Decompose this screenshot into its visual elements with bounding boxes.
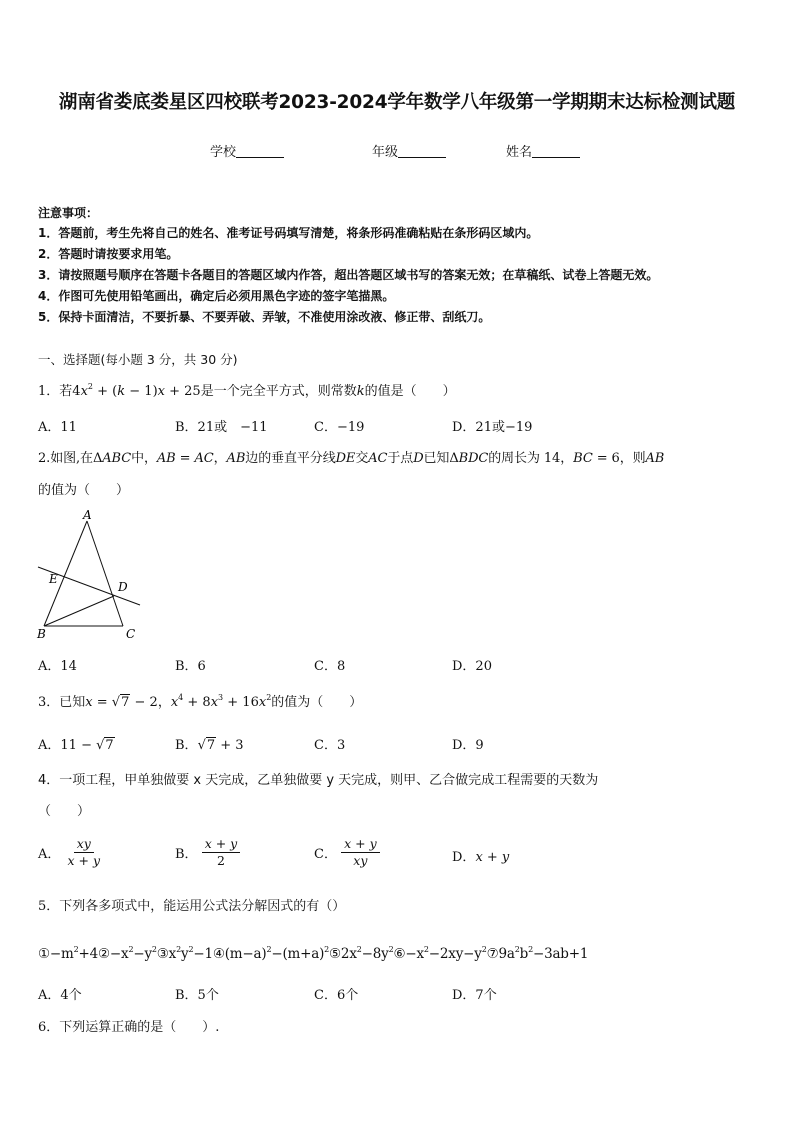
q2-option-d[interactable]: D．20 <box>452 659 492 674</box>
label-d: D <box>118 580 128 594</box>
q5-expression-list: $①-m^2+4②-x^2-y^2③x^2y^2-1④(m-a)^2-(m+a)^2⑤2x^2-8y^2⑥-x^2-2xy-y^2⑦9a^2b^2-3ab+1$ <box>38 945 589 962</box>
q1-expression: $4x^2 + (k - 1)x + 25$ <box>72 382 201 399</box>
q1-option-b[interactable]: B．21或 −11 <box>175 420 268 435</box>
question-1: 1．若$4x^2 + (k - 1)x + 25$是一个完全平方式，则常数k的值是（ ） <box>38 382 456 399</box>
q1-option-d[interactable]: D．21或−19 <box>452 420 533 435</box>
label-b: B <box>37 627 46 641</box>
school-blank[interactable] <box>236 144 284 158</box>
name-field[interactable] <box>506 141 580 160</box>
q3-option-d[interactable]: D．9 <box>452 738 484 753</box>
q3-option-a[interactable]: A．11 − √7 <box>38 738 114 753</box>
q2-option-a[interactable]: A．14 <box>38 659 77 674</box>
question-6: 6．下列运算正确的是（ ）. <box>38 1020 220 1035</box>
notice-item: 4．作图可先使用铅笔画出，确定后必须用黑色字迹的签字笔描黑。 <box>38 289 395 303</box>
q5-option-b[interactable]: B．5个 <box>175 988 219 1003</box>
q4-option-a[interactable]: A． $\frac{xy}{x + y}$ <box>38 836 101 868</box>
notice-item: 3．请按照题号顺序在答题卡各题目的答题区域内作答，超出答题区域书写的答案无效；在草稿纸、试卷上答题无效。 <box>38 268 659 282</box>
page-title: 湖南省娄底娄星区四校联考2023-2024学年数学八年级第一学期期末达标检测试题 <box>58 92 736 113</box>
notice-item: 1．答题前，考生先将自己的姓名、准考证号码填写清楚，将条形码准确粘贴在条形码区域内。 <box>38 226 539 240</box>
q2-option-b[interactable]: B．6 <box>175 659 206 674</box>
name-blank[interactable] <box>532 144 580 158</box>
school-field[interactable] <box>210 141 284 160</box>
notice-heading: 注意事项： <box>38 206 99 220</box>
q1-option-a[interactable]: A．11 <box>38 420 77 435</box>
notice-item: 5．保持卡面清洁，不要折暴、不要弄破、弄皱，不准使用涂改液、修正带、刮纸刀。 <box>38 310 491 324</box>
name-label: 姓名 <box>506 145 533 160</box>
q4-option-d[interactable]: D．x + y <box>452 850 510 865</box>
q3-option-b[interactable]: B．√7 + 3 <box>175 738 244 753</box>
q2-option-c[interactable]: C．8 <box>314 659 346 674</box>
q5-option-c[interactable]: C．6个 <box>314 988 359 1003</box>
q4-option-b[interactable]: B． $\frac{x + y}{2}$ <box>175 836 240 869</box>
segment-ac <box>87 521 123 626</box>
question-5: 5．下列各多项式中，能运用公式法分解因式的有（） <box>38 899 346 914</box>
label-c: C <box>126 627 136 641</box>
q1-option-c[interactable]: C．−19 <box>314 420 365 435</box>
question-3: 3．已知x = √7 − 2，$x^4 + 8x^3 + 16x^2$的值为（ ） <box>38 693 363 710</box>
q3-option-c[interactable]: C．3 <box>314 738 346 753</box>
triangle-figure <box>34 505 146 641</box>
q5-option-d[interactable]: D．7个 <box>452 988 497 1003</box>
school-label: 学校 <box>210 145 237 160</box>
q5-option-a[interactable]: A．4个 <box>38 988 82 1003</box>
label-e: E <box>49 572 58 586</box>
label-a: A <box>83 508 92 522</box>
grade-label: 年级 <box>372 145 399 160</box>
notice-item: 2．答题时请按要求用笔。 <box>38 247 179 261</box>
grade-blank[interactable] <box>398 144 446 158</box>
question-4-line2: （ ） <box>38 804 91 819</box>
question-4: 4．一项工程，甲单独做要 x 天完成，乙单独做要 y 天完成，则甲、乙合做完成工程需要的天数为 <box>38 773 599 788</box>
question-2-line2: 的值为（ ） <box>38 483 130 498</box>
grade-field[interactable] <box>372 141 446 160</box>
q4-option-c[interactable]: C． $\frac{x + y}{xy}$ <box>314 836 380 869</box>
section-heading: 一、选择题(每小题 3 分，共 30 分) <box>38 352 238 367</box>
question-2: 2.如图,在ΔABC中，AB = AC，AB边的垂直平分线DE交AC于点D已知ΔBDC的周长为 14，BC = 6，则AB <box>38 451 665 466</box>
